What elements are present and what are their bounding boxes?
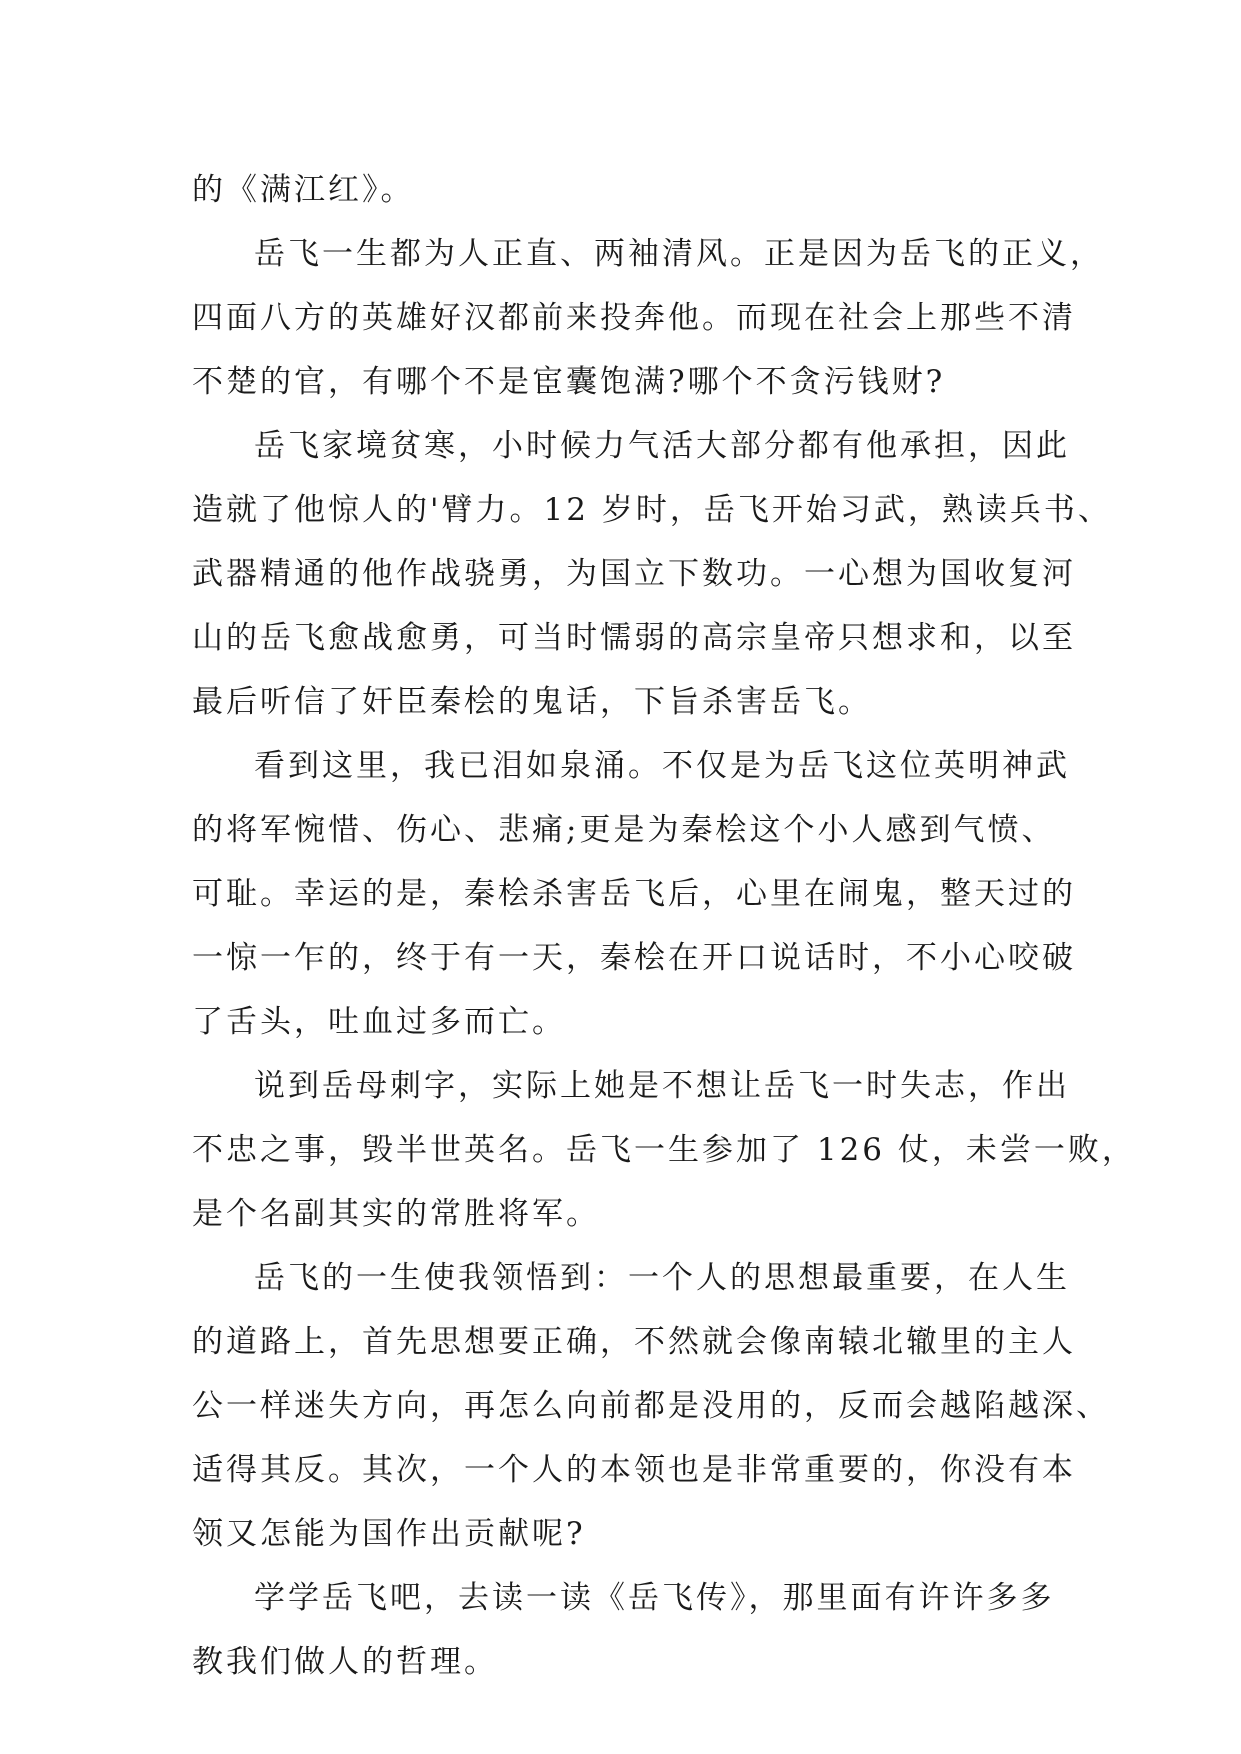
text-line: 的将军惋惜、伤心、悲痛;更是为秦桧这个小人感到气愤、 bbox=[192, 812, 1056, 848]
text-line: 公一样迷失方向，再怎么向前都是没用的，反而会越陷越深、 bbox=[192, 1388, 1110, 1424]
paragraph-start-line: 岳飞家境贫寒，小时候力气活大部分都有他承担，因此 bbox=[254, 428, 1070, 464]
text-line: 山的岳飞愈战愈勇，可当时懦弱的高宗皇帝只想求和，以至 bbox=[192, 620, 1076, 656]
paragraph-start-line: 看到这里，我已泪如泉涌。不仅是为岳飞这位英明神武 bbox=[254, 748, 1070, 784]
text-line: 不楚的官，有哪个不是宦囊饱满?哪个不贪污钱财? bbox=[192, 364, 946, 400]
paragraph-start-line: 学学岳飞吧，去读一读《岳飞传》，那里面有许许多多 bbox=[254, 1580, 1055, 1616]
text-line: 武器精通的他作战骁勇，为国立下数功。一心想为国收复河 bbox=[192, 556, 1076, 592]
paragraph-start-line: 岳飞一生都为人正直、两袖清风。正是因为岳飞的正义， bbox=[254, 236, 1104, 272]
text-line: 不忠之事，毁半世英名。岳飞一生参加了 126 仗，未尝一败， bbox=[192, 1132, 1136, 1168]
text-line: 一惊一乍的，终于有一天，秦桧在开口说话时，不小心咬破 bbox=[192, 940, 1076, 976]
text-line: 造就了他惊人的'臂力。12 岁时，岳飞开始习武，熟读兵书、 bbox=[192, 492, 1112, 528]
text-line: 的道路上，首先思想要正确，不然就会像南辕北辙里的主人 bbox=[192, 1324, 1076, 1360]
text-line: 教我们做人的哲理。 bbox=[192, 1644, 498, 1680]
paragraph-start-line: 岳飞的一生使我领悟到：一个人的思想最重要，在人生 bbox=[254, 1260, 1070, 1296]
text-line: 领又怎能为国作出贡献呢? bbox=[192, 1516, 586, 1552]
essay-body bbox=[192, 158, 1136, 1694]
text-line: 是个名副其实的常胜将军。 bbox=[192, 1196, 600, 1232]
text-line: 的《满江红》。 bbox=[192, 172, 415, 208]
text-line: 适得其反。其次，一个人的本领也是非常重要的，你没有本 bbox=[192, 1452, 1076, 1488]
paragraph-start-line: 说到岳母刺字，实际上她是不想让岳飞一时失志，作出 bbox=[254, 1068, 1070, 1104]
text-line: 可耻。幸运的是，秦桧杀害岳飞后，心里在闹鬼，整天过的 bbox=[192, 876, 1076, 912]
text-line: 了舌头，吐血过多而亡。 bbox=[192, 1004, 566, 1040]
text-line: 最后听信了奸臣秦桧的鬼话，下旨杀害岳飞。 bbox=[192, 684, 872, 720]
text-line: 四面八方的英雄好汉都前来投奔他。而现在社会上那些不清 bbox=[192, 300, 1076, 336]
